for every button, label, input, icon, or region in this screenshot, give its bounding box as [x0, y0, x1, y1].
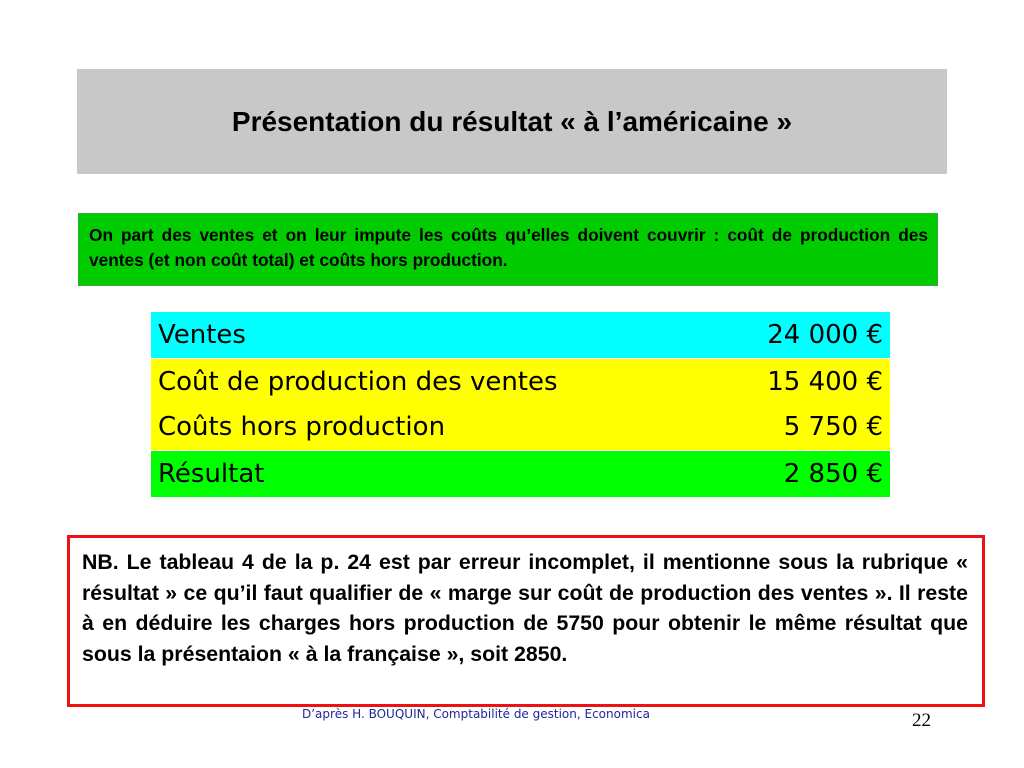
row-label: Coût de production des ventes [158, 366, 558, 397]
page-number: 22 [912, 710, 931, 731]
table-row-resultat [151, 451, 890, 497]
row-label: Ventes [158, 320, 246, 350]
row-label: Résultat [158, 459, 265, 489]
table-row-couts-hors-production [151, 404, 890, 450]
row-value: 15 400 € [767, 366, 883, 397]
footer-source: D’après H. BOUQUIN, Comptabilité de gestion, Economica [302, 707, 650, 721]
row-value: 2 850 € [783, 459, 883, 489]
intro-text-box: On part des ventes et on leur impute les coûts qu’elles doivent couvrir : coût de production des ventes (et non coût total) et coûts hors production. [78, 213, 938, 286]
row-value: 24 000 € [767, 320, 883, 350]
title-banner [77, 69, 947, 174]
row-label: Coûts hors production [158, 412, 446, 442]
result-table [151, 312, 890, 497]
row-value: 5 750 € [783, 412, 883, 442]
table-row-ventes [151, 312, 890, 358]
table-row-cout-production [151, 359, 890, 404]
slide-title: Présentation du résultat « à l’américaine » [231, 105, 793, 137]
note-box: NB. Le tableau 4 de la p. 24 est par erreur incomplet, il mentionne sous la rubrique « résultat » ce qu’il faut qualifier de « marge sur coût de production des ventes ». Il reste à en déduire les charges hors production de 5750 pour obtenir le même résultat que sous la présentaion « à la française », soit 2850. [67, 535, 985, 707]
